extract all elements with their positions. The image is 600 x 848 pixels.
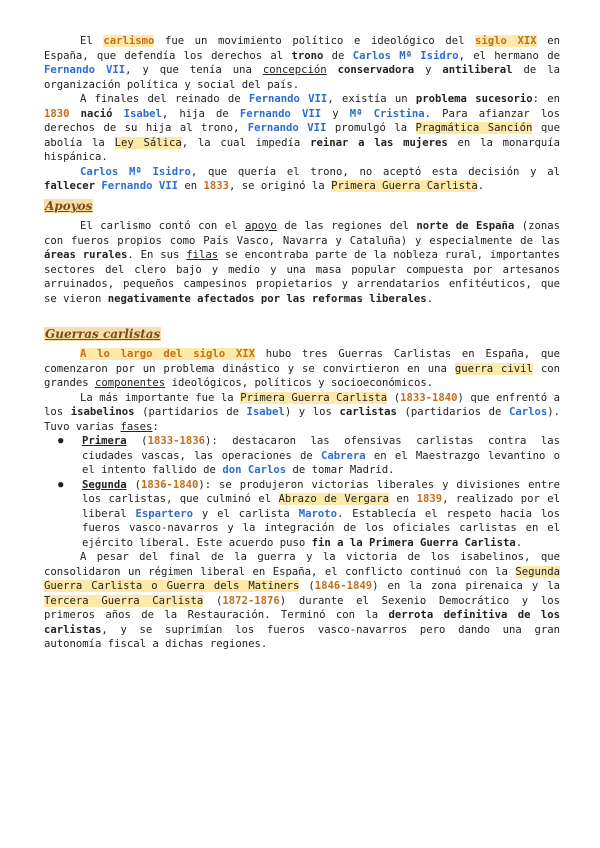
section-heading-guerras: Guerras carlistas [45, 327, 161, 341]
apoyos-paragraph: El carlismo contó con el apoyo de las regiones del norte de España (zonas con fueros propios como País Vasco, Navarra y Cataluña) y especialmente de las áreas rurales. En sus filas se encontraba parte de la nobleza rural, importantes sectores del clero bajo y medio y una masa popular compuesta por artesanos arruinados, pequeños campesinos propietarios y arrendatarios enfitéuticos, que se vieron negativamente afectados por las reformas liberales. [44, 220, 561, 305]
guerras-paragraph-2: La más importante fue la Primera Guerra Carlista (1833-1840) que enfrentó a los isabelinos (partidarios de Isabel) y los carlistas (partidarios de Carlos). Tuvo varias fases: [44, 391, 560, 433]
section-heading-apoyos: Apoyos [45, 199, 93, 213]
intro-paragraph-2: A finales del reinado de Fernando VII, existía un problema sucesorio: en 1830 nació Isabel, hija de Fernando VII y Mª Cristina. Para afianzar los derechos de su hija al trono, Fernando VII promulgó la Pragmática Sanción que abolía la Ley Sálica, la cual impedía reinar a las mujeres en la monarquía hispánica. [44, 93, 561, 163]
fases-list [44, 434, 560, 550]
intro-section [44, 34, 560, 194]
intro-paragraph-3: Carlos Mª Isidro, que quería el trono, no aceptó esta decisión y al fallecer Fernando VII en 1833, se originó la Primera Guerra Carlista. [44, 165, 560, 192]
guerras-section [44, 347, 560, 652]
guerras-paragraph-1: A lo largo del siglo XIX hubo tres Guerras Carlistas en España, que comenzaron por un problema dinástico y se convirtieron en una guerra civil con grandes componentes ideológicos, políticos y socioeconómicos. [44, 348, 560, 389]
intro-paragraph-1: El carlismo fue un movimiento político e ideológico del siglo XIX en España, que defendía los derechos al trono de Carlos Mª Isidro, el hermano de Fernando VII, y que tenía una concepción conservadora y antiliberal de la organización política y social del país. [44, 35, 560, 91]
list-item-segunda-fase: ● Segunda (1836-1840): se produjeron victorias liberales y divisiones entre los carlistas, que culminó el Abrazo de Vergara en 1839, realizado por el liberal Espartero y el carlista Maroto. Establecía el respeto hacia los fueros vasco-navarros y la integración de los oficiales carlistas en el ejército liberal. Este acuerdo puso fin a la Primera Guerra Carlista. [78, 478, 560, 551]
apoyos-section [44, 219, 560, 306]
list-item-primera-fase: ● Primera (1833-1836): destacaron las ofensivas carlistas contra las ciudades vascas, las operaciones de Cabrera en el Maestrazgo levantino o el intento fallido de don Carlos de tomar Madrid. [78, 434, 560, 478]
guerras-paragraph-3: A pesar del final de la guerra y la victoria de los isabelinos, que consolidaron un régimen liberal en España, el conflicto continuó con la Segunda Guerra Carlista o Guerra dels Matiners (1846-1849) en la zona pirenaica y la Tercera Guerra Carlista (1872-1876) durante el Sexenio Democrático y los primeros años de la Restauración. Terminó con la derrota definitiva de los carlistas, y se suprimían los fueros vasco-navarros pero dando una gran autonomía fiscal a dichas regiones. [44, 551, 561, 650]
